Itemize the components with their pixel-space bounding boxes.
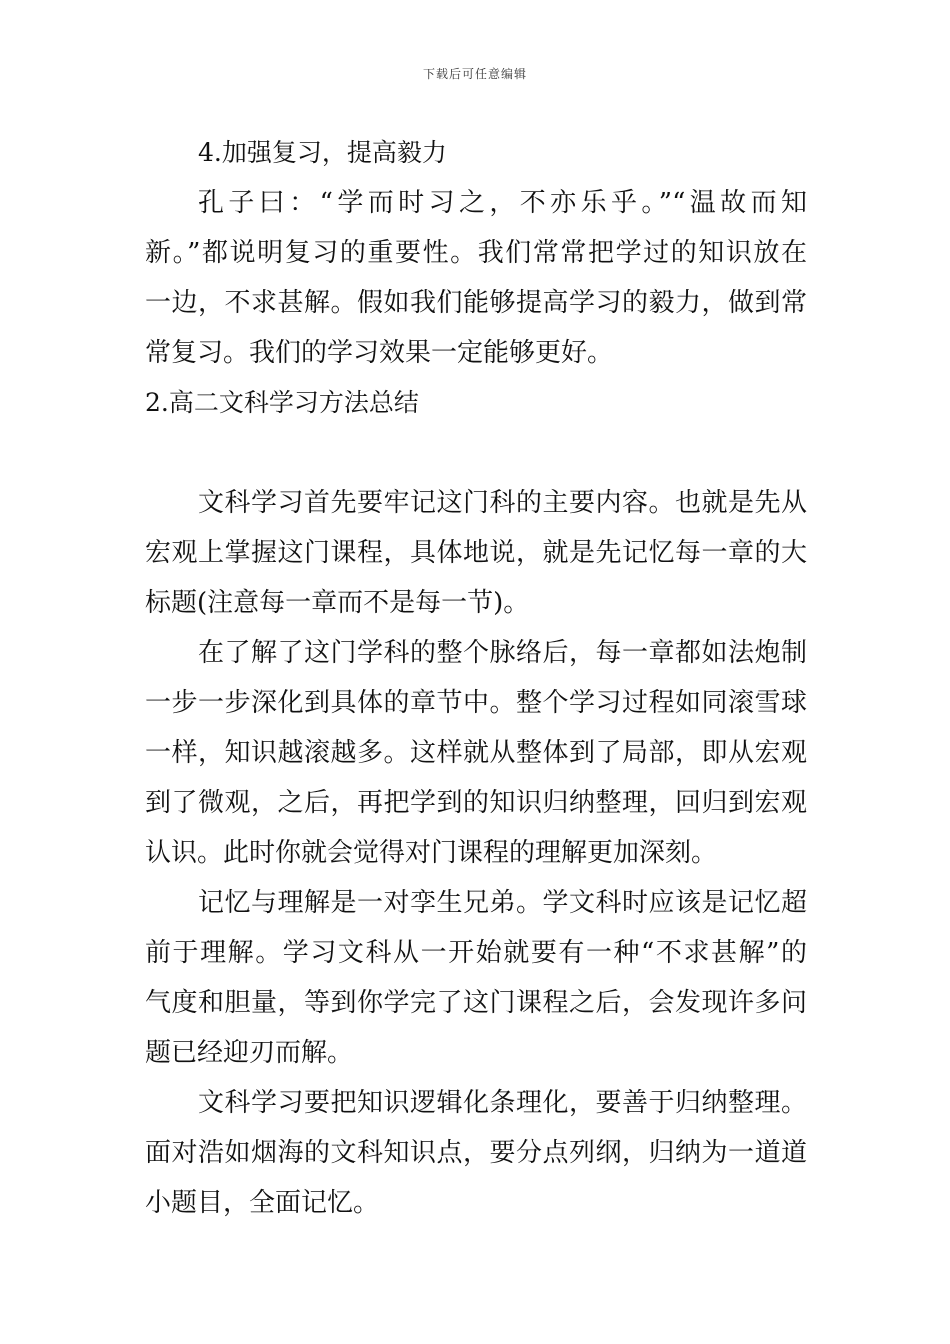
- paragraph-line: 一边，不求甚解。假如我们能够提高学习的毅力，做到常: [145, 288, 807, 318]
- header-note: 下载后可任意编辑: [422, 67, 527, 81]
- paragraph-line: 文科学习首先要牢记这门科的主要内容。也就是先从: [198, 488, 807, 518]
- paragraph: [145, 178, 807, 378]
- paragraph-line: 记忆与理解是一对孪生兄弟。学文科时应该是记忆超: [198, 888, 807, 918]
- paragraph-line: 题已经迎刃而解。: [145, 1038, 354, 1068]
- paragraph-line: 文科学习要把知识逻辑化条理化，要善于归纳整理。: [198, 1088, 807, 1118]
- section-heading: 2.高二文科学习方法总结: [145, 388, 419, 417]
- section-summary: [145, 378, 807, 1228]
- paragraph-line: 宏观上掌握这门课程，具体地说，就是先记忆每一章的大: [145, 538, 807, 568]
- paragraph-line: 到了微观，之后，再把学到的知识归纳整理，回归到宏观: [145, 788, 807, 818]
- paragraph-line: 在了解了这门学科的整个脉络后，每一章都如法炮制: [198, 638, 807, 668]
- paragraph-line: 新。”都说明复习的重要性。我们常常把学过的知识放在: [145, 238, 807, 268]
- paragraph-line: 孔子曰：“学而时习之，不亦乐乎。”“温故而知: [198, 188, 807, 218]
- paragraph-line: 气度和胆量，等到你学完了这门课程之后，会发现许多问: [145, 988, 807, 1018]
- paragraph-line: 一步一步深化到具体的章节中。整个学习过程如同滚雪球: [145, 688, 807, 718]
- paragraph: [145, 628, 807, 878]
- paragraph: [145, 1078, 807, 1228]
- paragraph-line: 前于理解。学习文科从一开始就要有一种“不求甚解”的: [145, 938, 807, 968]
- document-body: [145, 128, 807, 1228]
- paragraph: [145, 478, 807, 628]
- paragraph: [145, 878, 807, 1078]
- paragraph-line: 认识。此时你就会觉得对门课程的理解更加深刻。: [145, 838, 718, 868]
- paragraph-line: 标题(注意每一章而不是每一节)。: [145, 588, 530, 618]
- paragraph-line: 小题目，全面记忆。: [145, 1188, 380, 1218]
- blank-line: [145, 428, 807, 478]
- paragraph-line: 一样，知识越滚越多。这样就从整体到了局部，即从宏观: [145, 738, 807, 768]
- section-heading: 4.加强复习，提高毅力: [198, 138, 447, 167]
- paragraph-line: 常复习。我们的学习效果一定能够更好。: [145, 338, 614, 368]
- paragraph-line: 面对浩如烟海的文科知识点，要分点列纲，归纳为一道道: [145, 1138, 807, 1168]
- section-review: [145, 128, 807, 378]
